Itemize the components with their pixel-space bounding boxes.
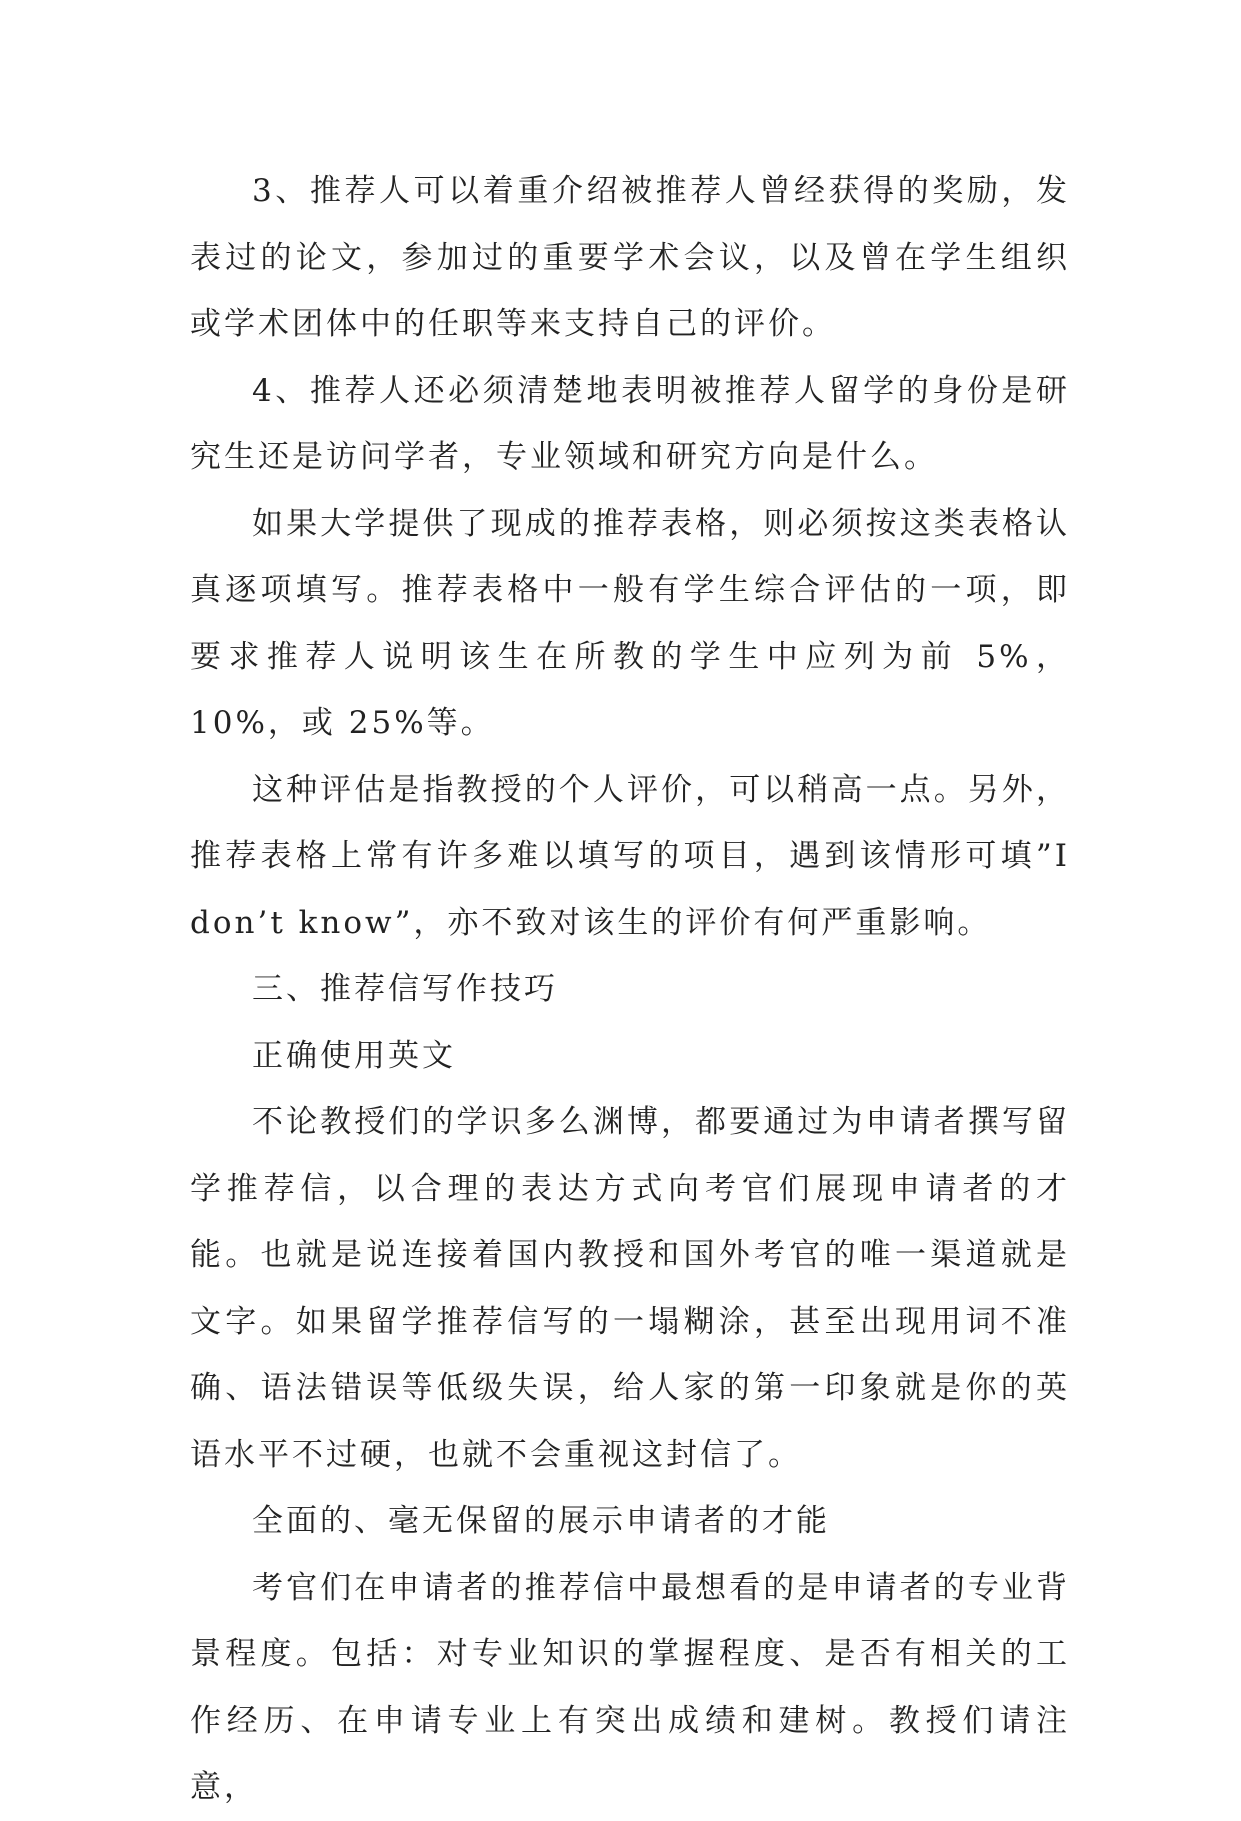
paragraph-identity: 4、推荐人还必须清楚地表明被推荐人留学的身份是研究生还是访问学者，专业领域和研究方向是什么。 bbox=[190, 372, 1070, 475]
subheading-correct-english: 正确使用英文 bbox=[252, 1037, 456, 1074]
paragraph-english-usage: 不论教授们的学识多么渊博，都要通过为申请者撰写留学推荐信，以合理的表达方式向考官们展现申请者的才能。也就是说连接着国内教授和国外考官的唯一渠道就是文字。如果留学推荐信写的一塌糊涂，甚至出现用词不准确、语法错误等低级失误，给人家的第一印象就是你的英语水平不过硬，也就不会重视这封信了。 bbox=[190, 1104, 1070, 1473]
document-body bbox=[190, 158, 1070, 1821]
paragraph-awards: 3、推荐人可以着重介绍被推荐人曾经获得的奖励，发表过的论文，参加过的重要学术会议，以及曾在学生组织或学术团体中的任职等来支持自己的评价。 bbox=[190, 173, 1070, 342]
section-heading-writing-tips: 三、推荐信写作技巧 bbox=[252, 971, 558, 1007]
paragraph-evaluation: 这种评估是指教授的个人评价，可以稍高一点。另外，推荐表格上常有许多难以填写的项目，遇到该情形可填”I don’t know”，亦不致对该生的评价有何严重影响。 bbox=[190, 771, 1070, 941]
subheading-show-talent: 全面的、毫无保留的展示申请者的才能 bbox=[252, 1503, 830, 1539]
paragraph-professional-background: 考官们在申请者的推荐信中最想看的是申请者的专业背景程度。包括：对专业知识的掌握程度、是否有相关的工作经历、在申请专业上有突出成绩和建树。教授们请注意， bbox=[190, 1569, 1070, 1805]
paragraph-recommendation-form: 如果大学提供了现成的推荐表格，则必须按这类表格认真逐项填写。推荐表格中一般有学生综合评估的一项，即要求推荐人说明该生在所教的学生中应列为前 5%，10%，或 25%等。 bbox=[190, 505, 1070, 741]
